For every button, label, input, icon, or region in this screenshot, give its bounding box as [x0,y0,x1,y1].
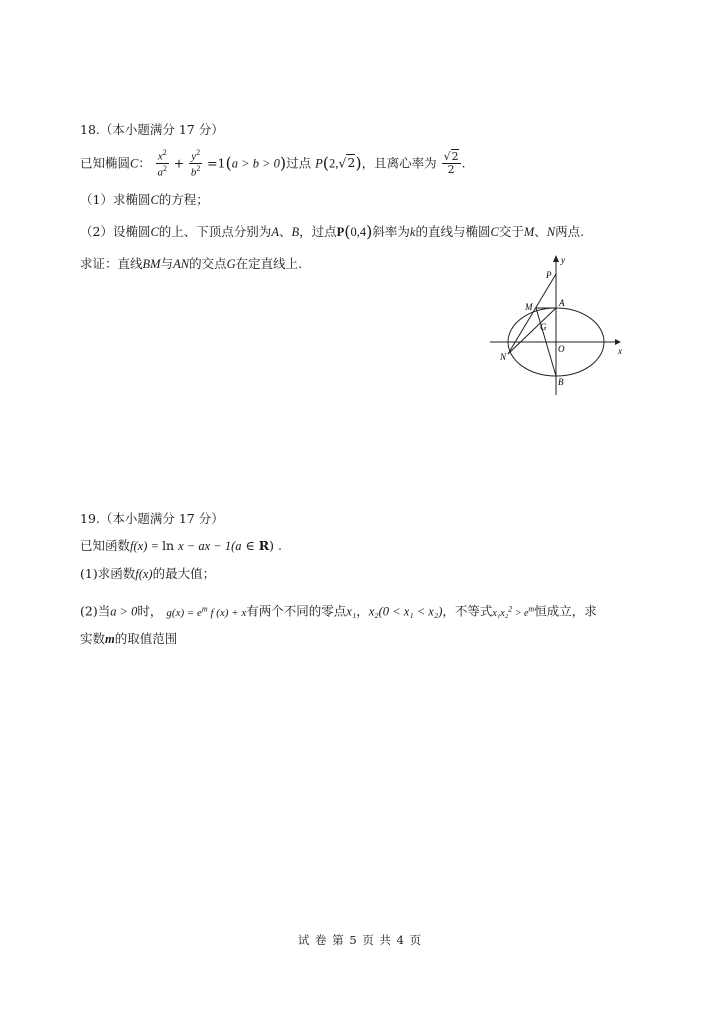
q18-point-x: 2, [329,156,339,171]
q18-curve-name: C [130,156,139,171]
q19-part1 [80,568,215,581]
q18-part2-sep2: 、 [534,224,547,239]
q19-exp-m: m [201,604,208,613]
q18-proof-AN: AN [173,257,190,271]
q18-part1-suffix: 的方程； [158,192,209,207]
x-axis-arrow [615,339,621,345]
q18-ynum: y [191,150,197,163]
q18-ecc-den: 2 [447,163,455,177]
q19-part2-a: 时， [137,603,163,619]
q18-bden: b [190,166,197,179]
q18-part2-d: 的直线与椭圆 [415,224,491,239]
q19-ineq [492,604,535,619]
q19-ineq-lhs: x₁x₂ [492,607,509,619]
q19-part2 [80,605,597,619]
q18-condition: a > b > 0 [231,156,280,171]
q19-m: m [105,632,115,646]
q18-point-p: P [315,156,323,171]
q18-part2-c1: C [150,225,159,239]
q19-part2-prefix: (2)当 [80,603,111,619]
q19-in: ∈ [241,538,259,553]
label-x: x [618,346,622,356]
q18-part2-B: B [291,225,300,239]
label-b: B [558,377,564,387]
q18-ecc-num: 2 [451,149,459,163]
q19-g-arg: (x) = e [171,606,202,619]
q19-x2: x₂ [368,604,379,619]
q18-part2-M: M [523,225,535,239]
label-p: P [546,270,552,280]
q18-stem-mid: ，且离心率为 [361,155,437,171]
q18-part1 [80,194,209,207]
q19-ineq-exp2: m [528,604,535,614]
q19-fx: f [130,539,134,553]
q19-interval: (0 < x₁ < x₂) [378,604,443,619]
q19-part2-c: ，不等式 [442,603,493,619]
q18-part2-f: 两点. [555,224,585,239]
q19-part1-suffix: 的最大值； [152,566,216,581]
q18-proof-suffix: 在定直线上. [235,256,303,271]
q18-eq-one: =1 [207,155,226,171]
q19-minus-ax: − ax − 1( [183,539,236,553]
q19-comma: ， [356,603,369,619]
q19-part2-d: 恒成立，求 [534,603,597,619]
page-footer: 试 卷 第 5 页 共 4 页 [297,933,423,947]
q19-header: 19.（本小题满分 17 分） [80,511,224,526]
q19-part1-arg: (x) [138,567,153,581]
label-m: M [525,302,533,312]
q19-gdef [166,604,247,619]
q18-point-sqrt: 2 [347,155,356,171]
q18-part2-a: 的上、下顶点分别为 [158,224,272,239]
q18-part2-sep1: 、 [278,224,292,239]
q18-part1-prefix: （1）求椭圆 [80,192,151,207]
q18-period: . [461,155,466,171]
q19-part2-b: 有两个不同的零点 [246,603,347,619]
q18-aden: a [157,166,164,179]
q18-proof-with: 与 [160,256,174,271]
q18-part2-k: k [409,225,416,239]
q19-fx-arg: (x) = [133,539,163,553]
q19-close: ) . [269,538,282,553]
q18-part2-b: ，过点 [299,224,337,239]
q19-stem-prefix: 已知函数 [80,538,131,553]
q18-part2-e: 交于 [498,224,524,239]
q18-stem: 已知椭圆C： $\frac{x^2}{a^2}$ + $\frac{y^2}{b^2}$ =1(a > b > 0)过点 P(2,√2)，且离心率为 $\frac{√2}{2}$ . [80,148,466,179]
q19-a: a [235,539,242,553]
q19-g: g [166,606,172,619]
q18-part2-c2: C [490,225,499,239]
q19-ln: ln [162,538,175,553]
q19-line2-prefix: 实数 [80,631,106,646]
y-axis-arrow [553,255,559,262]
q19-x1: x₁ [346,604,357,619]
q18-stem-prefix: 已知椭圆 [80,155,131,171]
label-o: O [558,344,565,354]
q18-frac-x: $\frac{x^2}{a^2}$ [157,148,168,179]
q18-xnum: x [157,150,163,163]
ellipse-figure [480,250,640,400]
q18-proof-mid: 的交点 [189,256,227,271]
q18-frac-y: $\frac{y^2}{b^2}$ [190,148,201,179]
q19-cond: a > 0 [110,604,138,619]
q18-part2-N: N [546,225,556,239]
q19-part2-line2 [80,633,177,646]
q19-line2-suffix: 的取值范围 [114,631,178,646]
q18-via-point: 过点 [286,155,312,171]
q18-part2: （2）设椭圆C的上、下顶点分别为A、B，过点P(0,4)斜率为k的直线与椭圆C交于M、N两点. [80,222,585,241]
q19-part1-f: f [135,567,139,581]
q19-stem [80,540,282,553]
q19-ineq-rhs: > e [512,607,529,619]
q18-part2-pcoord: 0,4 [350,225,367,239]
q19-part1-prefix: (1)求函数 [80,566,136,581]
q18-proof-prefix: 求证：直线 [80,256,143,271]
q18-header: 18.（本小题满分 17 分） [80,122,224,137]
label-a: A [559,298,565,308]
q18-proof-BM: BM [142,257,161,271]
q18-proof-G: G [226,257,236,271]
q18-plus: + [173,155,185,171]
q19-x: x [178,539,184,553]
q18-part1-c: C [150,193,159,207]
q18-part2-c: 斜率为 [372,224,410,239]
label-g: G [540,322,547,332]
q19-ineq-exp: 2 [508,604,513,614]
label-n: N [500,352,507,362]
q18-part2-P: P [336,225,345,239]
q18-part2-A: A [271,225,279,239]
q18-eccentricity: $\frac{√2}{2}$ [443,149,459,177]
q18-proof [80,258,302,271]
q18-part2-prefix: （2）设椭圆 [80,224,151,239]
q19-g-rest: f (x) + x [210,606,247,619]
q18-colon: ： [138,155,151,171]
q19-R: R [258,538,270,553]
label-y: y [561,255,565,265]
